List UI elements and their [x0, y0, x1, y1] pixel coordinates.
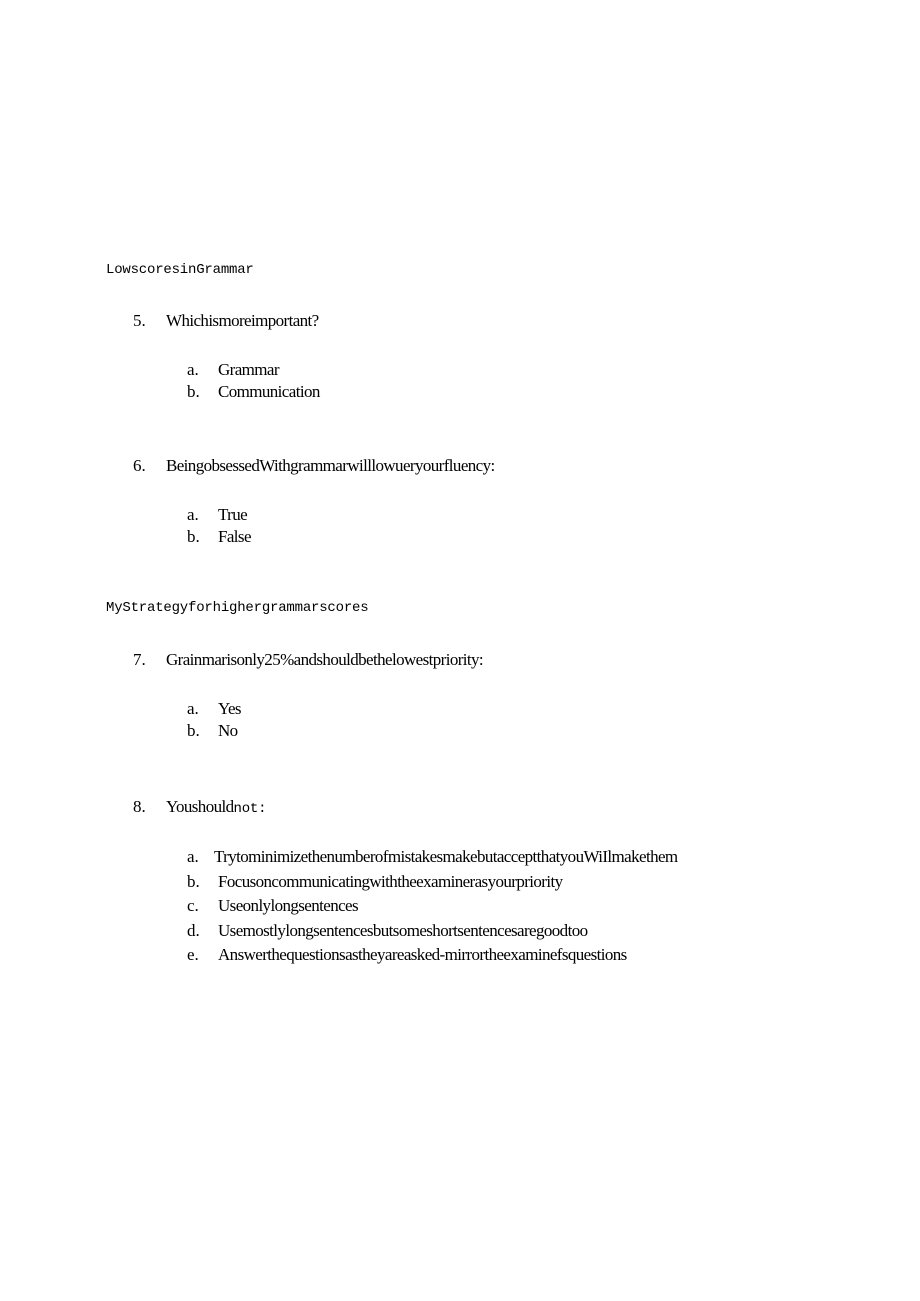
option-letter: a.	[187, 505, 199, 524]
option-letter: b.	[187, 527, 200, 546]
option-letter: a.	[187, 699, 199, 718]
option-letter: d.	[187, 921, 200, 940]
question-text: BeingobsessedWithgrammarwilllowueryourfluency:	[166, 456, 495, 475]
option-text: False	[218, 527, 251, 546]
option-letter: c.	[187, 896, 199, 915]
question-text	[166, 797, 266, 817]
option-letter: b.	[187, 721, 200, 740]
section-heading-strategy: MyStrategyforhighergrammarscores	[106, 600, 369, 616]
question-number: 6.	[133, 456, 146, 475]
option-text: Grammar	[218, 360, 279, 379]
option-letter: a.	[187, 847, 199, 866]
option-text: Useonlylongsentences	[218, 896, 359, 915]
option-text: Communication	[218, 382, 320, 401]
section-heading-low-scores: LowscoresinGrammar	[106, 262, 254, 278]
option-text: Usemostlylongsentencesbutsomeshortsentencesaregoodtoo	[218, 921, 588, 940]
option-text: TrytominimizethenumberofmistakesmakebutacceptthatyouWiIlmakethem	[214, 847, 678, 866]
question-number: 7.	[133, 650, 146, 669]
option-letter: a.	[187, 360, 199, 379]
option-letter: b.	[187, 382, 200, 401]
question-text: Whichismoreimportant?	[166, 311, 319, 330]
option-text: True	[218, 505, 248, 524]
question-text-main: Youshould	[166, 797, 234, 816]
question-text: Grainmarisonly25%andshouldbethelowestpriority:	[166, 650, 484, 669]
option-text: No	[218, 721, 238, 740]
option-letter: b.	[187, 872, 200, 891]
question-number: 8.	[133, 797, 146, 816]
question-number: 5.	[133, 311, 146, 330]
option-text: Focusoncommunicatingwiththeexaminerasyourpriority	[218, 872, 563, 891]
question-text-emphasis: not:	[233, 801, 267, 817]
option-text: Yes	[218, 699, 241, 718]
option-text: Answerthequestionsastheyareasked-mirrortheexaminefsquestions	[218, 945, 627, 964]
option-letter: e.	[187, 945, 199, 964]
